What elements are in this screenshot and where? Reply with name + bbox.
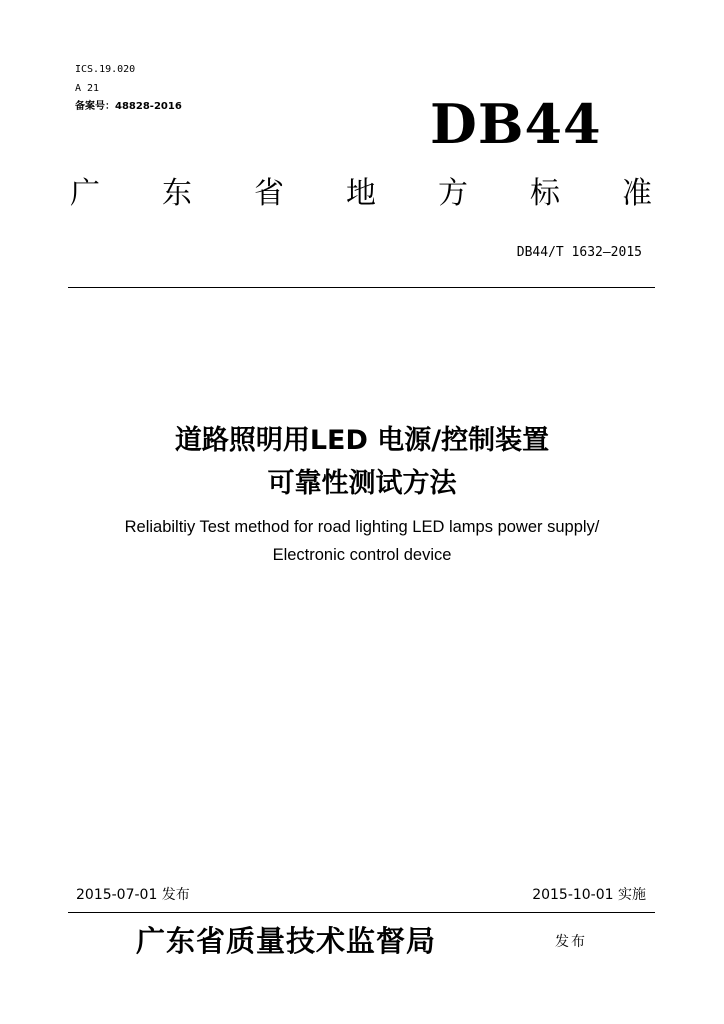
standard-type-title xyxy=(70,171,652,217)
bottom-divider xyxy=(68,912,655,913)
standard-type-char: 广 xyxy=(70,176,100,211)
classification-code: A 21 xyxy=(75,83,100,94)
title-en-line-2: Electronic control device xyxy=(272,546,452,564)
standard-type-char: 准 xyxy=(622,176,652,211)
standard-type-char: 地 xyxy=(346,176,376,211)
implementation-date: 2015-10-01 实施 xyxy=(532,887,646,903)
top-divider xyxy=(68,287,655,288)
issue-date: 2015-07-01 发布 xyxy=(76,887,190,903)
standard-type-char: 方 xyxy=(438,176,468,211)
standard-type-char: 省 xyxy=(254,176,284,211)
title-en-line-1: Reliabiltiy Test method for road lighting LED lamps power supply/ xyxy=(124,518,600,536)
record-number: 备案号：48828-2016 xyxy=(75,101,182,112)
issuer-name: 广东省质量技术监督局 xyxy=(136,924,437,958)
standard-type-char: 标 xyxy=(530,176,560,211)
issuer-suffix: 发布 xyxy=(555,934,587,950)
title-cn-line-2: 可靠性测试方法 xyxy=(267,468,457,499)
standard-type-char: 东 xyxy=(162,176,192,211)
db-code-logo: DB44 xyxy=(430,92,602,156)
title-cn-line-1: 道路照明用LED 电源/控制装置 xyxy=(174,425,550,456)
ics-code: ICS.19.020 xyxy=(75,64,136,75)
standard-number: DB44/T 1632—2015 xyxy=(516,245,642,260)
